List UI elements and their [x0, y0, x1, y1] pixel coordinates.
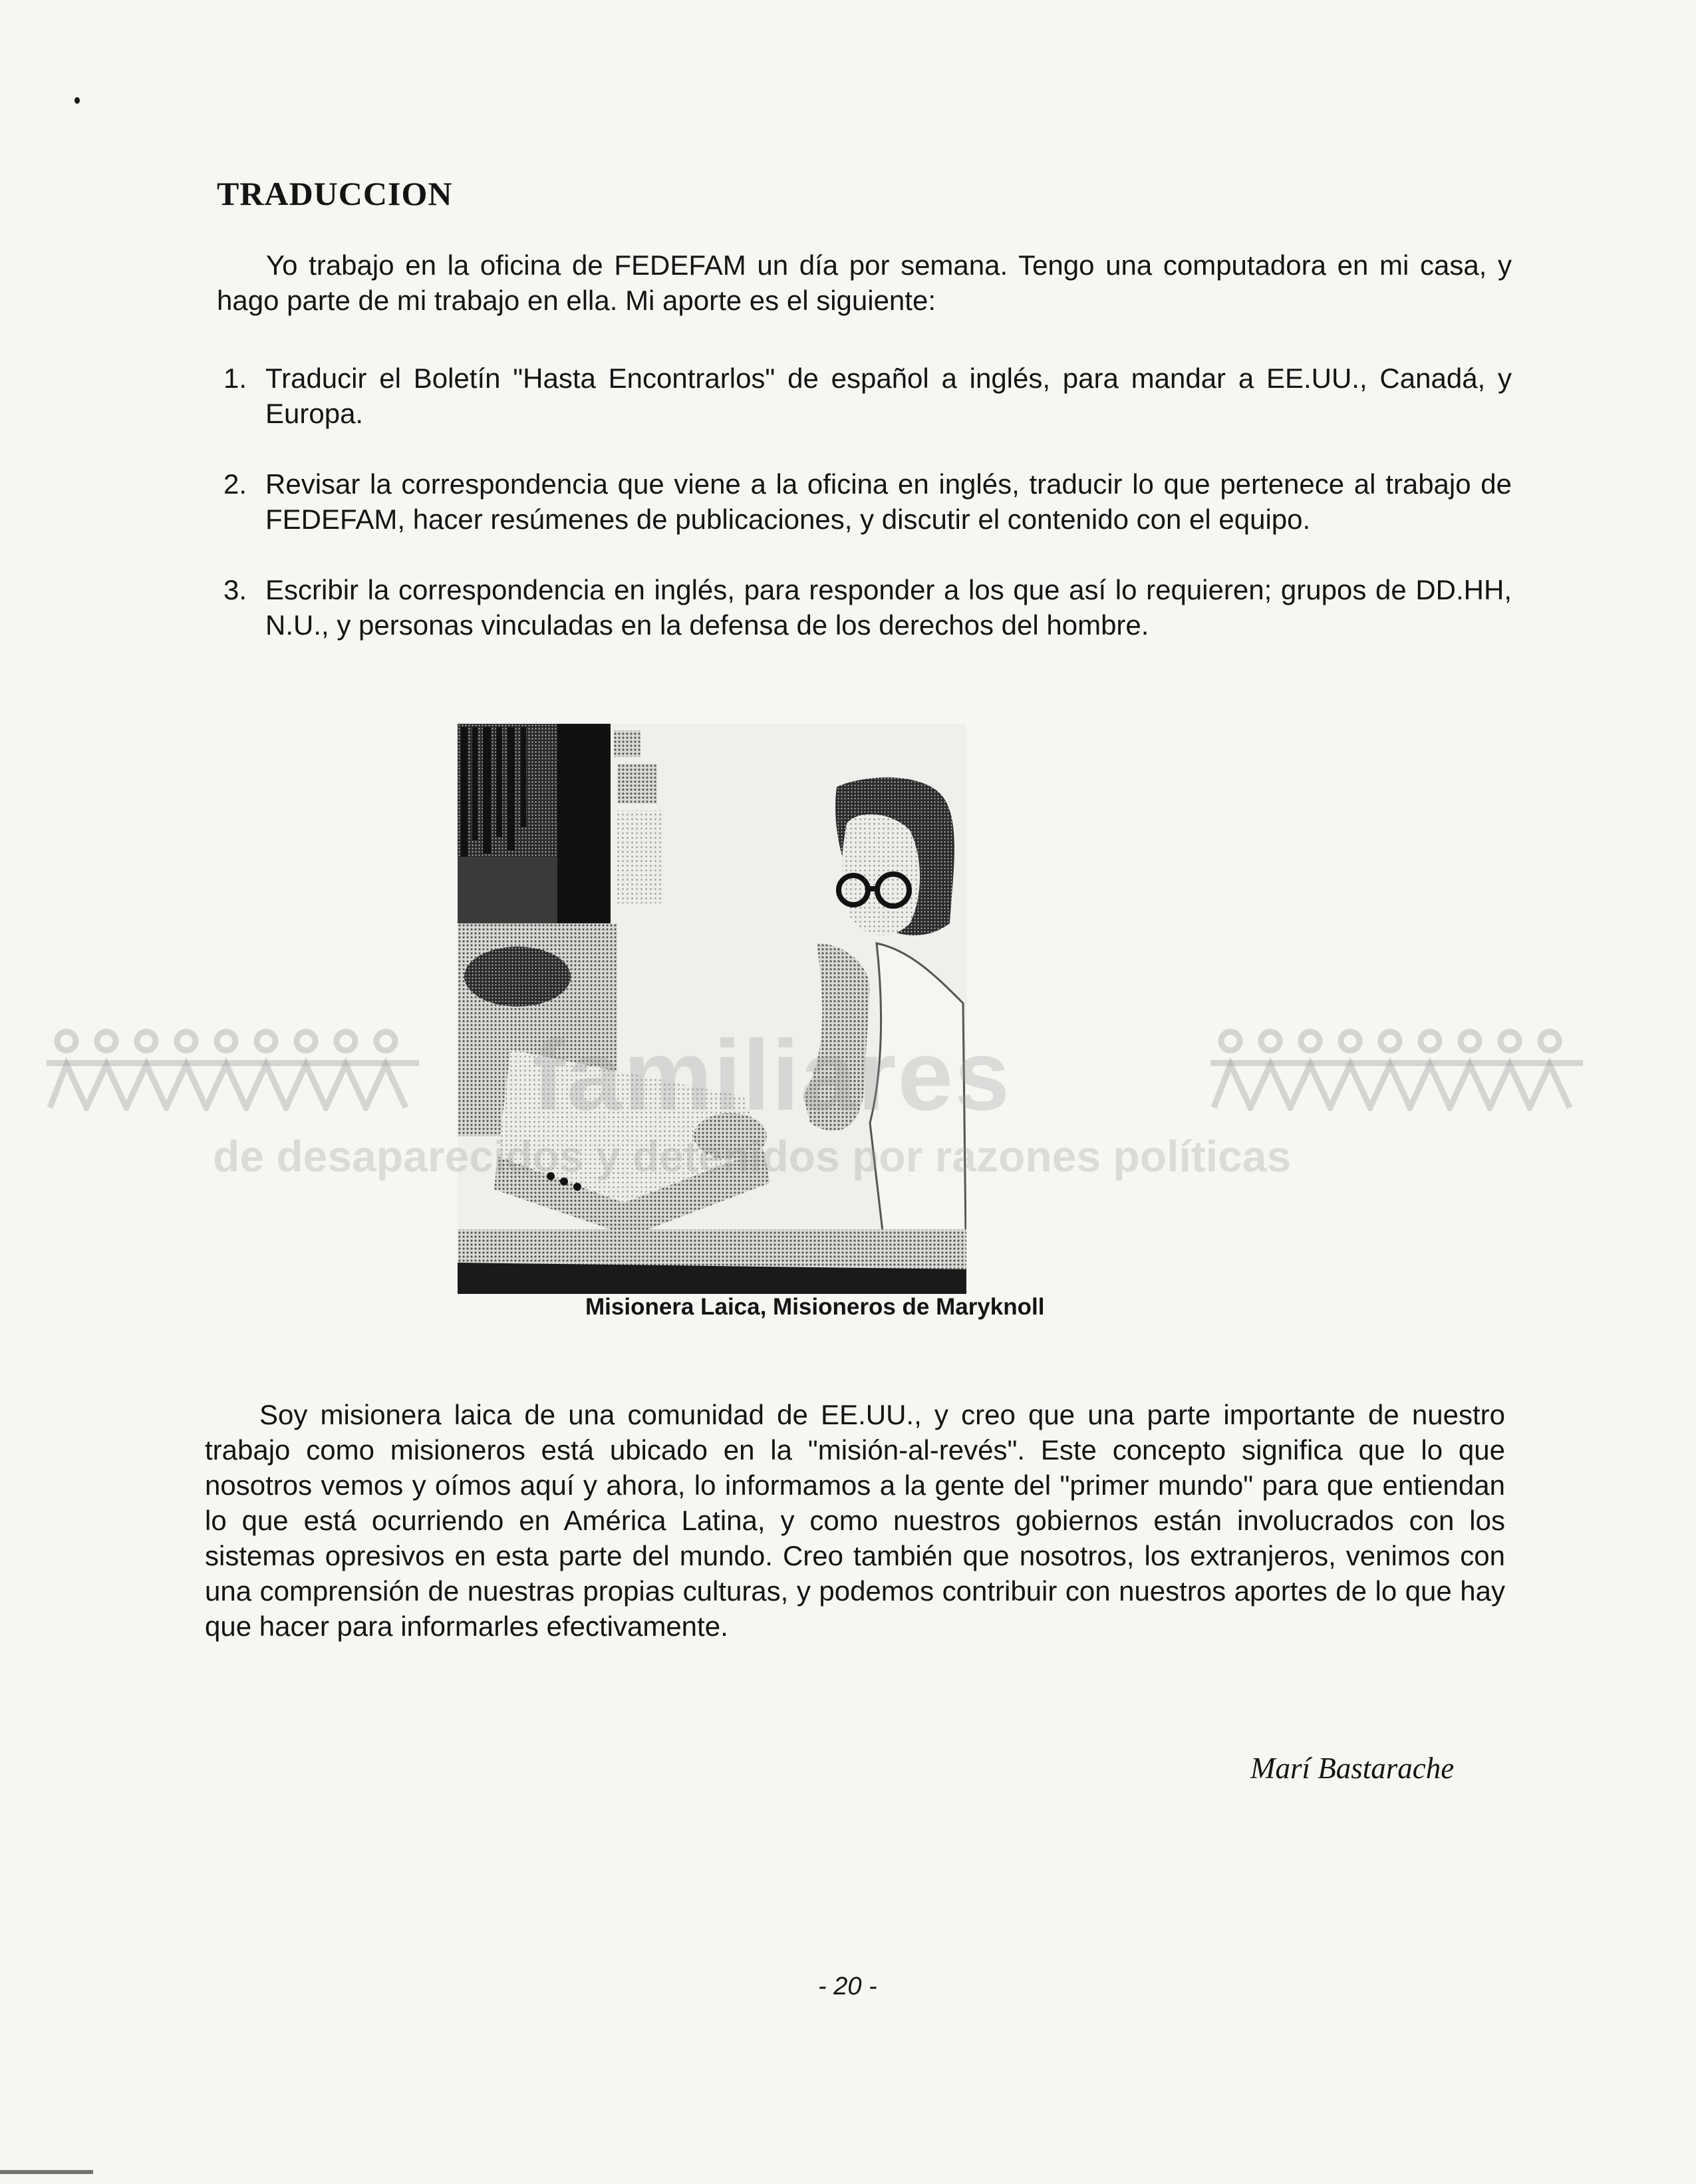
- author-signature: Marí Bastarache: [1250, 1752, 1455, 1785]
- scan-mark-dot: [74, 97, 80, 104]
- list-item-text: Revisar la correspondencia que viene a la oficina en inglés, traducir lo que pertenece al trabajo de FEDEFAM, hacer resúmenes de publicaciones, y discutir el contenido con el equipo.: [265, 468, 1512, 535]
- list-item-number: 2.: [223, 468, 247, 500]
- watermark-subtitle: de desaparecidos y detenidos por razones políticas: [213, 1132, 1292, 1181]
- list-item-text: Traducir el Boletín "Hasta Encontrarlos" de español a inglés, para mandar a EE.UU., Canadá, y Europa.: [265, 363, 1512, 429]
- missionary-photo: [458, 724, 966, 1294]
- photo-caption: Misionera Laica, Misioneros de Maryknoll: [585, 1294, 1045, 1320]
- list-item: [217, 361, 1512, 431]
- closing-paragraph: Soy misionera laica de una comunidad de EE.UU., y creo que una parte importante de nuestro trabajo como misioneros está ubicado en la "misión-al-revés". Este concepto significa que lo que nosotros vemos y oímos aquí y ahora, lo informamos a la gente del "primer mundo" para que entiendan lo que está ocurriendo en América Latina, y como nuestros gobiernos están involucrados con los sistemas opresivos en esta parte del mundo. Creo también que nosotros, los extranjeros, venimos con una comprensión de nuestras propias culturas, y podemos contribuir con nuestros aportes de lo que hay que hacer para informarles efectivamente.: [205, 1399, 1505, 1642]
- list-item-text: Escribir la correspondencia en inglés, para responder a los que así lo requieren; grupos de DD.HH, N.U., y personas vinculadas en la defensa de los derechos del hombre.: [265, 574, 1512, 641]
- watermark-word: familiares: [532, 1019, 1012, 1131]
- scan-mark-bottom: [0, 2170, 93, 2174]
- list-item: [217, 466, 1512, 537]
- list-item-number: 1.: [223, 363, 247, 394]
- page-number: - 20 -: [818, 1972, 877, 2000]
- list-item-number: 3.: [223, 574, 247, 605]
- list-item: [217, 572, 1512, 643]
- section-heading: TRADUCCION: [217, 175, 453, 212]
- paper-people-right-icon: [1210, 1024, 1623, 1111]
- task-list: [217, 361, 1512, 678]
- intro-paragraph: Yo trabajo en la oficina de FEDEFAM un día por semana. Tengo una computadora en mi casa, y hago parte de mi trabajo en ella. Mi aporte es el siguiente:: [217, 249, 1512, 316]
- paper-people-left-icon: [47, 1024, 459, 1111]
